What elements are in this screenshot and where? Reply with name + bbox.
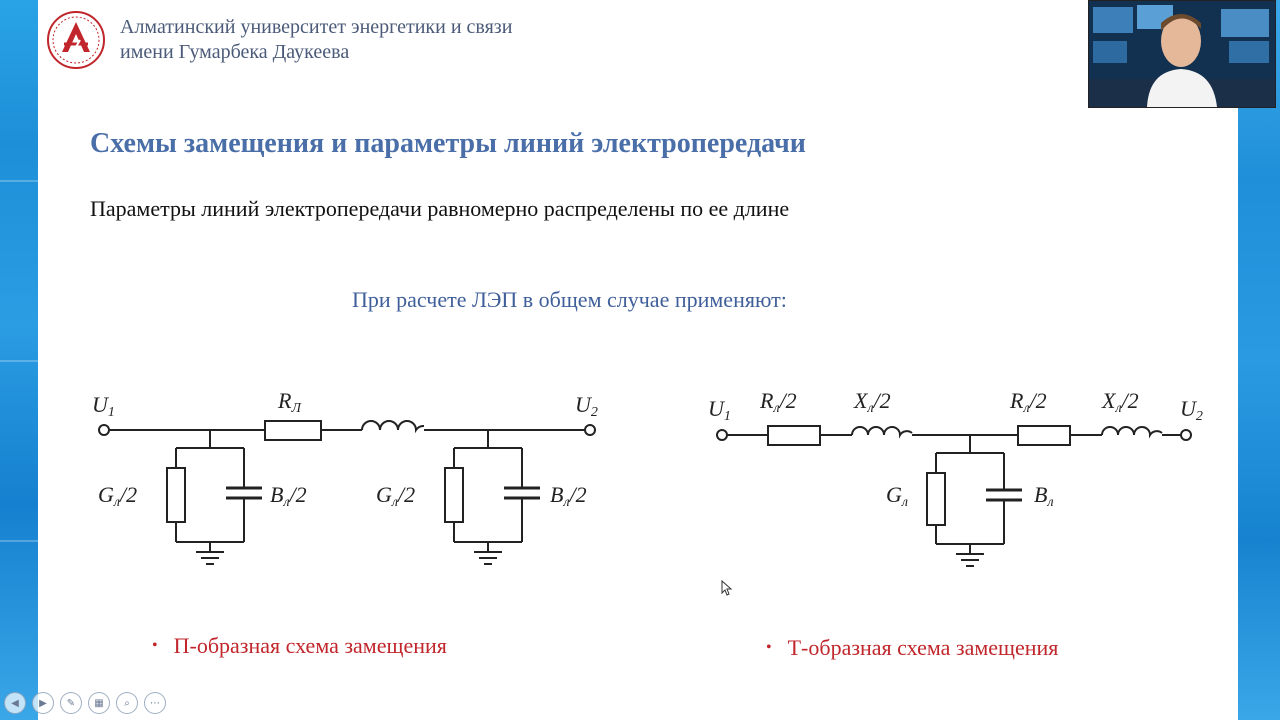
svg-text:Gл	[886, 482, 908, 510]
slides-grid-icon[interactable]: ▦	[88, 692, 110, 714]
slide-center-text: При расчете ЛЭП в общем случае применяют:	[352, 287, 787, 312]
t-b-sub: л	[1047, 495, 1054, 510]
pi-b-left-sub: л	[283, 495, 290, 510]
pi-g-left-sub: л	[113, 495, 120, 510]
pi-b-right-sub: л	[563, 495, 570, 510]
svg-text:U2	[1180, 396, 1203, 424]
t-g-sub: л	[901, 495, 908, 510]
bullet-t-label: Т-образная схема замещения	[787, 635, 1059, 660]
pi-u1-sub: 1	[107, 405, 115, 420]
webcam-image	[1089, 1, 1275, 107]
svg-text:Gл/2	[98, 482, 137, 510]
pi-r-label: R	[278, 388, 292, 413]
university-line-2: имени Гумарбека Даукеева	[120, 41, 350, 63]
t-u1-sub: 1	[723, 409, 731, 424]
svg-text:U1	[708, 396, 731, 424]
svg-text:Bл/2	[550, 482, 587, 510]
university-logo	[46, 10, 106, 70]
pi-circuit-diagram	[80, 370, 640, 590]
t-u2-label: U	[1180, 396, 1196, 421]
slide-subtitle: Параметры линий электропередачи равномерно распределены по ее длине	[90, 196, 790, 221]
pen-icon[interactable]: ✎	[60, 692, 82, 714]
right-decorative-stripe	[1238, 0, 1280, 720]
t-x-left-tail: /2	[873, 388, 891, 413]
t-circuit-diagram	[700, 370, 1230, 590]
mouse-cursor-icon	[721, 580, 733, 596]
bullet-pi-label: П-образная схема замещения	[173, 633, 447, 658]
t-u2-sub: 2	[1195, 409, 1203, 424]
pi-b-left-tail: /2	[289, 482, 307, 507]
t-x-right-tail: /2	[1121, 388, 1139, 413]
slide-title: Схемы замещения и параметры линий электропередачи	[90, 128, 806, 159]
pi-b-right-label: B	[550, 482, 564, 507]
bullet-pi-circuit	[152, 633, 447, 659]
t-g-label: G	[886, 482, 902, 507]
pi-g-right-sub: л	[391, 495, 398, 510]
svg-text:Bл/2	[270, 482, 307, 510]
t-r-right-label: R	[1010, 388, 1024, 413]
next-slide-icon[interactable]: ▶	[32, 692, 54, 714]
pi-g-right-tail: /2	[398, 482, 416, 507]
pi-u1-label: U	[92, 392, 108, 417]
pi-g-left-tail: /2	[120, 482, 138, 507]
t-r-left-tail: /2	[779, 388, 797, 413]
pi-u2-sub: 2	[590, 405, 598, 420]
bullet-t-circuit	[766, 635, 1058, 661]
t-x-left-label: X	[854, 388, 868, 413]
svg-text:Rл/2	[1009, 388, 1047, 416]
t-r-right-tail: /2	[1029, 388, 1047, 413]
pi-b-left-label: B	[270, 482, 284, 507]
presenter-webcam	[1088, 0, 1276, 108]
svg-text:Xл/2	[853, 388, 891, 416]
svg-text:Xл/2	[1101, 388, 1139, 416]
university-name	[120, 15, 512, 65]
left-decorative-stripe	[0, 0, 38, 720]
slide-canvas	[38, 0, 1238, 720]
pi-b-right-tail: /2	[569, 482, 587, 507]
t-r-left-sub: л	[773, 401, 780, 416]
t-x-right-label: X	[1102, 388, 1116, 413]
svg-text:U1	[92, 392, 115, 420]
zoom-icon[interactable]: ⌕	[116, 692, 138, 714]
university-line-1: Алматинский университет энергетики и связи	[120, 16, 513, 38]
t-u1-label: U	[708, 396, 724, 421]
svg-text:Rл/2	[759, 388, 797, 416]
pi-u2-label: U	[575, 392, 591, 417]
bullet-marker: •	[152, 637, 158, 654]
pi-g-right-label: G	[376, 482, 392, 507]
t-r-right-sub: л	[1023, 401, 1030, 416]
bullet-marker: •	[766, 639, 772, 656]
svg-text:RЛ	[277, 388, 302, 416]
svg-text:U2	[575, 392, 598, 420]
t-x-right-sub: л	[1115, 401, 1122, 416]
more-options-icon[interactable]: ⋯	[144, 692, 166, 714]
prev-slide-icon[interactable]: ◀	[4, 692, 26, 714]
t-b-label: B	[1034, 482, 1048, 507]
pi-g-left-label: G	[98, 482, 114, 507]
t-r-left-label: R	[760, 388, 774, 413]
pi-r-sub: Л	[291, 401, 301, 416]
t-x-left-sub: л	[867, 401, 874, 416]
svg-text:Gл/2	[376, 482, 415, 510]
svg-text:Bл	[1034, 482, 1054, 510]
player-controls	[4, 692, 166, 716]
